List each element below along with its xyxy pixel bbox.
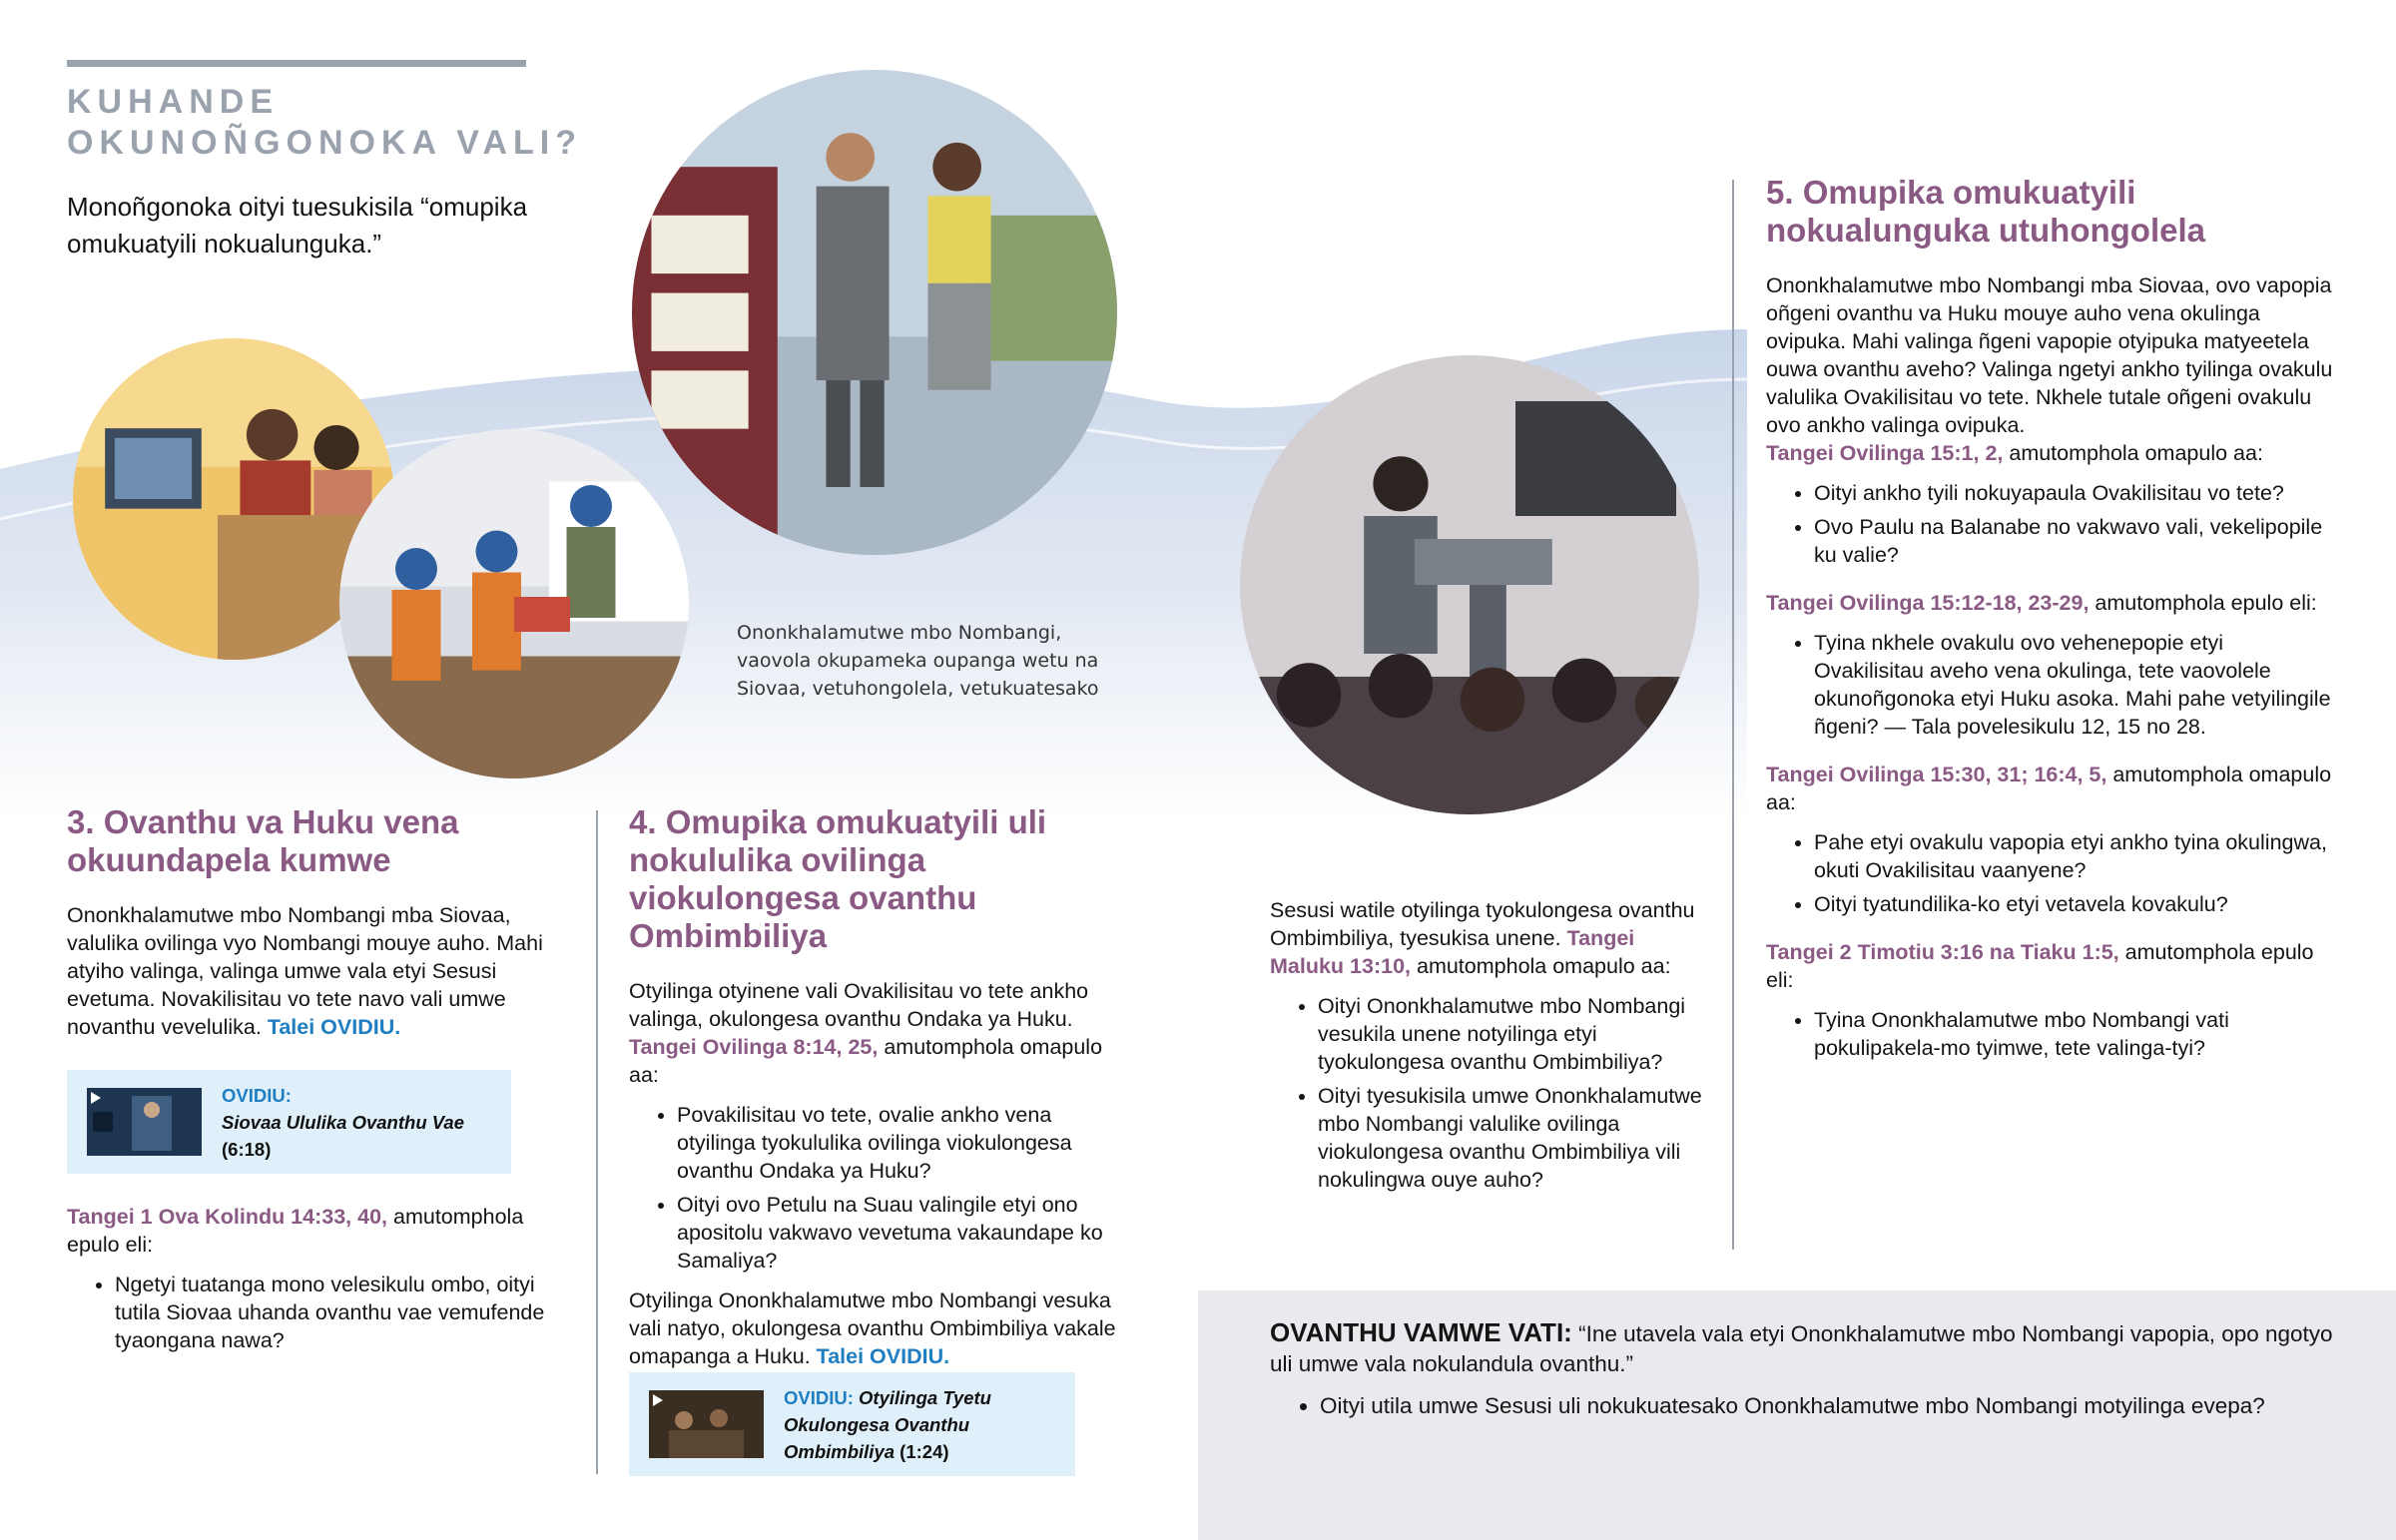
question-item: • Oityi ankho tyili nokuyapaula Ovakilisitau vo tete?: [1814, 479, 2335, 507]
question-item: • Ovo Paulu na Balanabe no vakwavo vali, vekelipopile ku valie?: [1814, 513, 2335, 569]
scripture-ref: Tangei 2 Timotiu 3:16 na Tiaku 1:5, amutomphola epulo eli:: [1766, 940, 2314, 992]
scripture-ref: Tangei Ovilinga 15:12-18, 23-29, amutomphola epulo eli:: [1766, 591, 2317, 615]
section-5-group: [1766, 938, 2335, 1062]
scripture-citation[interactable]: Tangei Ovilinga 8:14, 25,: [629, 1035, 879, 1059]
scripture-citation[interactable]: Tangei Maluku 13:10,: [1270, 926, 1635, 978]
lead-question: Monoñgonoka oityi tuesukisila “omupika omukuatyili nokualunguka.”: [67, 192, 528, 258]
question-item: • Povakilisitau vo tete, ovalie ankho vena otyilinga tyokululika ovilinga viokulongesa ovanthu Ondaka ya Huku?: [677, 1101, 1133, 1185]
video-thumbnail[interactable]: [649, 1390, 764, 1458]
question-list: [1766, 479, 2335, 569]
video-label: OVIDIU:: [784, 1386, 854, 1408]
video-text: [222, 1082, 511, 1163]
video-title: Otyilinga Tyetu Okulongesa Ovanthu Ombimbiliya: [784, 1386, 991, 1462]
photo-volunteers-relief: [339, 429, 689, 778]
scripture-citation[interactable]: Tangei Ovilinga 15:1, 2,: [1766, 441, 2004, 465]
question-list: [67, 1271, 566, 1354]
question-item: • Oityi tyesukisila umwe Ononkhalamutwe mbo Nombangi valulike ovilinga viokulongesa ovanthu Ombimbiliya vili nokulingwa ouye auho?: [1318, 1082, 1709, 1194]
video-duration: (1:24): [899, 1440, 949, 1462]
box-heading: OVANTHU VAMWE VATI:: [1270, 1317, 1572, 1347]
video-title: Siovaa Ululika Ovanthu Vae: [222, 1111, 464, 1133]
video-text: [784, 1384, 1075, 1465]
question-item: • Pahe etyi ovakulu vapopia etyi ankho tyina okulingwa, okuti Ovakilisitau vaanyene?: [1814, 828, 2335, 884]
section-5-title: 5. Omupika omukuatyili nokualunguka utuhongolela: [1766, 174, 2205, 249]
question-item: • Oityi ovo Petulu na Suau valingile etyi ono apositolu vakwavo vevetuma vakaundape ko Samaliya?: [677, 1191, 1133, 1275]
scripture-ref: Tangei 1 Ova Kolindu 14:33, 40, amutomphola epulo eli:: [67, 1205, 524, 1257]
page-kicker: [67, 82, 666, 164]
question-item: • Tyina Ononkhalamutwe mbo Nombangi vati pokulipakela-mo tyimwe, tete valinga-tyi?: [1814, 1006, 2335, 1062]
scripture-citation[interactable]: Tangei 1 Ova Kolindu 14:33, 40,: [67, 1205, 388, 1229]
question-list: [1270, 1391, 2358, 1421]
section-5-group: [1766, 761, 2335, 918]
section-4-title: 4. Omupika omukuatyili uli nokululika ovilinga viokulongesa ovanthu Ombimbiliya: [629, 803, 1047, 954]
section-4: [629, 803, 1133, 1382]
question-list: [1766, 1006, 2335, 1062]
scripture-ref: Tangei Ovilinga 15:30, 31; 16:4, 5, amutomphola omapulo aa:: [1766, 763, 2332, 814]
kicker-line-2: OKUNOÑGONOKA VALI?: [67, 124, 582, 162]
photo-governing-body-couple: [632, 70, 1117, 555]
section-3-body: Ononkhalamutwe mbo Nombangi mba Siovaa, valulika ovilinga vyo Nombangi mouye auho. Mahi atyiho valinga, valinga umwe vala etyi Sesusi evetuma. Novakilisitau vo tete navo vali umwe novanthu vevelulika. Talei OVIDIU.: [67, 903, 543, 1039]
section-3-questions: [67, 1203, 566, 1366]
scripture-citation[interactable]: Tangei Ovilinga 15:30, 31; 16:4, 5,: [1766, 763, 2107, 786]
question-item: • Tyina nkhele ovakulu ovo vehenepopie etyi Ovakilisitau aveho vena okulinga, tete vaovolele okunoñgonoka etyi Huku asoka. Mahi pahe vetyilingile ñgeni? — Tala povelesikulu 12, 15 no 28.: [1814, 629, 2335, 741]
video-card-section-3[interactable]: [67, 1070, 511, 1174]
video-duration: (6:18): [222, 1138, 272, 1160]
watch-video-link[interactable]: Talei OVIDIU.: [267, 1015, 401, 1039]
video-label: OVIDIU:: [222, 1084, 292, 1106]
question-item: • Oityi utila umwe Sesusi uli nokukuatesako Ononkhalamutwe mbo Nombangi motyilinga evepa?: [1320, 1391, 2358, 1421]
section-teaching-intro: Sesusi watile otyilinga tyokulongesa ovanthu Ombimbiliya, tyesukisa unene. Tangei Maluku 13:10, amutomphola omapulo aa:: [1270, 898, 1695, 978]
scripture-ref: Tangei Ovilinga 15:1, 2, amutomphola omapulo aa:: [1766, 441, 2263, 465]
section-4-outro: Otyilinga Ononkhalamutwe mbo Nombangi vesuka vali natyo, okulongesa ovanthu Ombimbiliya vakale omapanga a Huku. Talei OVIDIU.: [629, 1288, 1116, 1368]
watch-video-link[interactable]: Talei OVIDIU.: [816, 1344, 950, 1368]
question-item: • Oityi tyatundilika-ko etyi vetavela kovakulu?: [1814, 890, 2335, 918]
column-divider-1: [596, 810, 598, 1474]
some-people-say-text: [1270, 1317, 2358, 1421]
question-item: • Oityi Ononkhalamutwe mbo Nombangi vesukila unene notyilinga etyi tyokulongesa ovanthu Ombimbiliya?: [1318, 992, 1709, 1076]
question-list: [629, 1101, 1133, 1275]
section-5: [1766, 174, 2335, 1074]
video-card-section-4[interactable]: [629, 1372, 1075, 1476]
section-3: [67, 803, 556, 1053]
top-rule: [67, 60, 526, 67]
scripture-citation[interactable]: Tangei 2 Timotiu 3:16 na Tiaku 1:5,: [1766, 940, 2119, 964]
column-divider-2: [1732, 180, 1734, 1250]
section-5-group: [1766, 589, 2335, 741]
section-5-body: Ononkhalamutwe mbo Nombangi mba Siovaa, ovo vapopia oñgeni ovanthu va Huku mouye auho vena okulinga ovipuka. Mahi valinga ñgeni vapopie otyipuka matyeetela ouwa ovanthu aveho? Valinga ngetyi ankho tyilinga ovakulu valulika Ovakilisitau vo tete. Nkhele tutale oñgeni ovakulu ovo ankho valinga ovipuka.: [1766, 273, 2333, 437]
scripture-citation[interactable]: Tangei Ovilinga 15:12-18, 23-29,: [1766, 591, 2090, 615]
video-thumbnail[interactable]: [87, 1088, 202, 1156]
photo-speaker-podium: [1240, 355, 1699, 814]
question-list: [1766, 629, 2335, 741]
question-list: [1270, 992, 1709, 1194]
section-4-intro: Otyilinga otyinene vali Ovakilisitau vo tete ankho valinga, okulongesa ovanthu Ondaka ya Huku. Tangei Ovilinga 8:14, 25, amutomphola omapulo aa:: [629, 979, 1103, 1087]
box-quote: OVANTHU VAMWE VATI: “Ine utavela vala etyi Ononkhalamutwe mbo Nombangi vapopia, opo ngotyo uli umwe vala nokulandula ovanthu.”: [1270, 1317, 2333, 1376]
question-list: [1766, 828, 2335, 918]
section-5-group: [1766, 439, 2335, 569]
kicker-line-1: KUHANDE: [67, 83, 279, 121]
section-3-title: 3. Ovanthu va Huku vena okuundapela kumwe: [67, 803, 459, 878]
section-teaching: [1270, 896, 1709, 1206]
photo-caption: Ononkhalamutwe mbo Nombangi, vaovola okupameka oupanga wetu na Siovaa, vetuhongolela, vetukuatesako: [737, 622, 1099, 700]
question-item: • Ngetyi tuatanga mono velesikulu ombo, oityi tutila Siovaa uhanda ovanthu vae vemufende tyaongana nawa?: [115, 1271, 566, 1354]
